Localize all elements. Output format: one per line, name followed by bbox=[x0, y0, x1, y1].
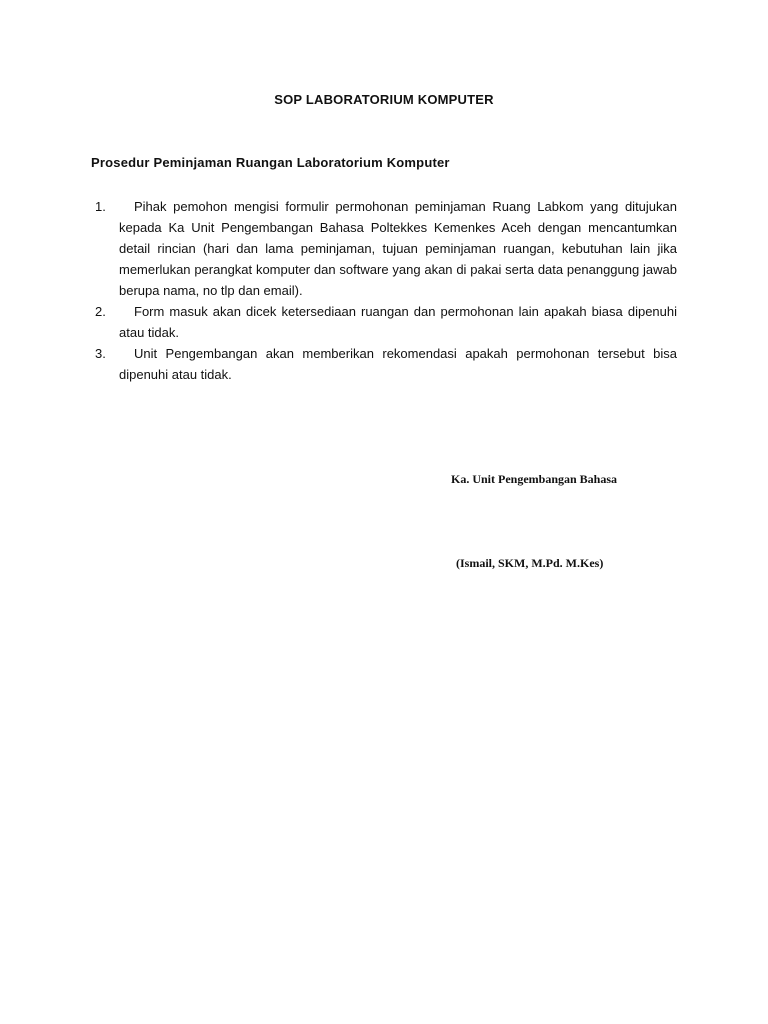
procedure-step-1 bbox=[95, 196, 677, 301]
step-number: 3. bbox=[95, 346, 106, 361]
step-text: Unit Pengembangan akan memberikan rekomendasi apakah permohonan tersebut bisa dipenuhi atau tidak. bbox=[119, 346, 677, 382]
signatory-name: (Ismail, SKM, M.Pd. M.Kes) bbox=[456, 556, 604, 570]
procedure-list bbox=[95, 196, 677, 385]
step-text: Pihak pemohon mengisi formulir permohonan peminjaman Ruang Labkom yang ditujukan kepada Ka Unit Pengembangan Bahasa Poltekkes Kemenkes Aceh dengan mencantumkan detail rincian (hari dan lama peminjaman, tujuan peminjaman ruangan, kebutuhan lain jika memerlukan perangkat komputer dan software yang akan di pakai serta data penanggung jawab berupa nama, no tlp dan email). bbox=[119, 199, 677, 298]
procedure-step-3 bbox=[95, 343, 677, 385]
step-number: 2. bbox=[95, 304, 106, 319]
step-number: 1. bbox=[95, 199, 106, 214]
document-title: SOP LABORATORIUM KOMPUTER bbox=[274, 92, 494, 107]
procedure-step-2 bbox=[95, 301, 677, 343]
section-heading: Prosedur Peminjaman Ruangan Laboratorium Komputer bbox=[91, 155, 450, 170]
step-text: Form masuk akan dicek ketersediaan ruangan dan permohonan lain apakah biasa dipenuhi atau tidak. bbox=[119, 304, 677, 340]
signatory-role: Ka. Unit Pengembangan Bahasa bbox=[451, 472, 618, 486]
